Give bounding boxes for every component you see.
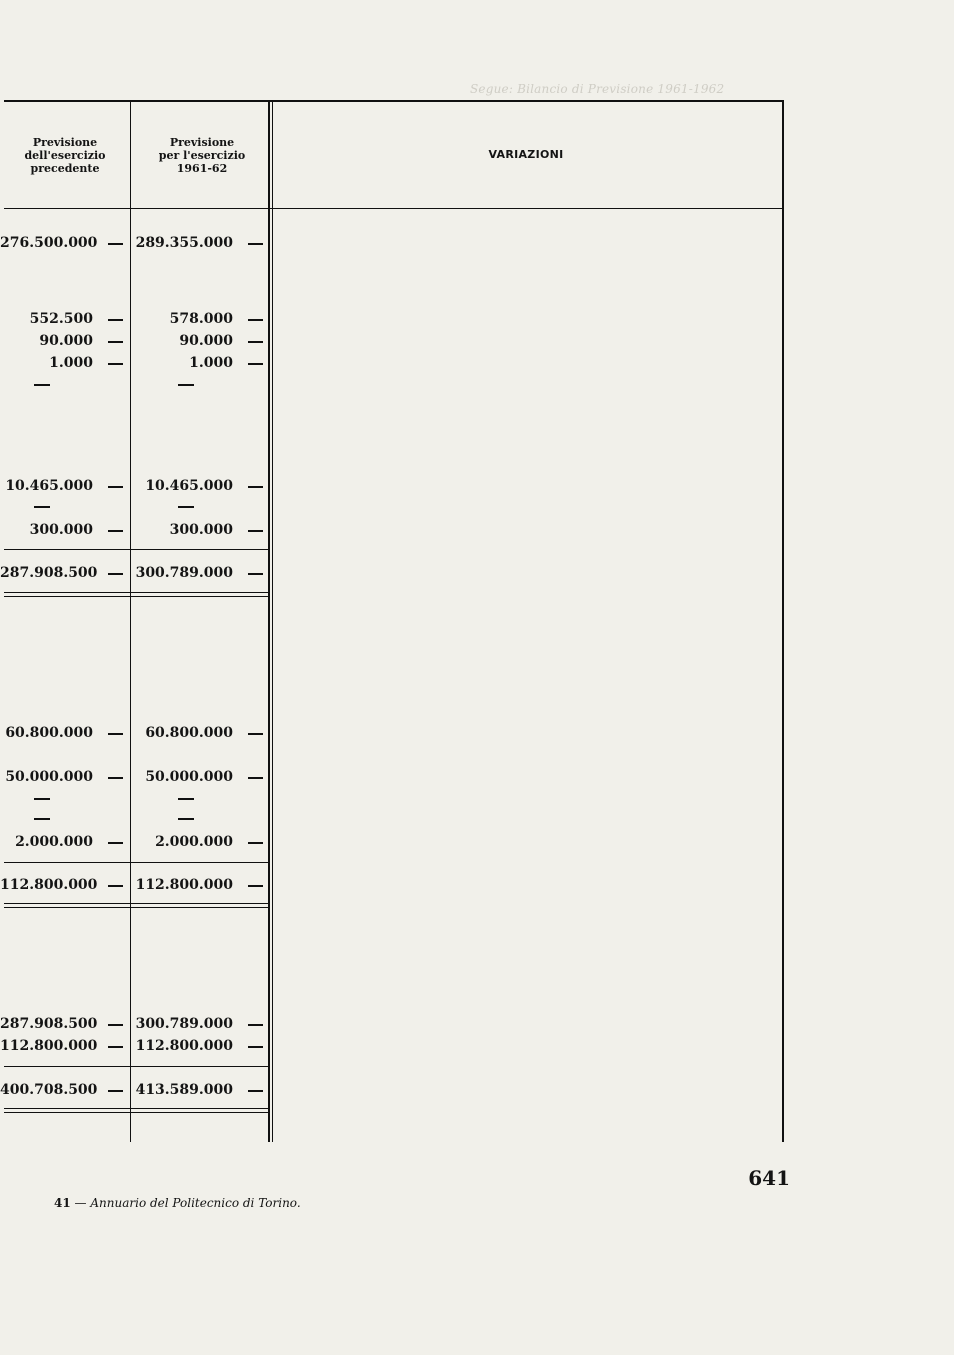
previous-value: 287.908.500	[0, 565, 98, 581]
footer-number: 41	[54, 1196, 71, 1210]
previous-value: 276.500.000	[0, 235, 98, 251]
previous-value: 300.000	[29, 522, 93, 538]
dash-mark	[108, 733, 123, 735]
current-value: 289.355.000	[135, 235, 233, 251]
dash-mark	[248, 486, 263, 488]
previous-value: 552.500	[29, 311, 93, 327]
table-row	[0, 232, 280, 254]
table-right-edge	[782, 100, 784, 1142]
table-row	[0, 308, 280, 330]
current-value: 112.800.000	[135, 877, 233, 893]
previous-value: 10.465.000	[5, 478, 93, 494]
previous-value: 2.000.000	[15, 834, 93, 850]
current-value: 300.789.000	[135, 1016, 233, 1032]
subtotal-rule	[4, 862, 268, 863]
dash-mark	[248, 1024, 263, 1026]
table-row	[0, 831, 280, 853]
current-value: 50.000.000	[145, 769, 233, 785]
header-previous-line-2: dell'esercizio	[24, 149, 106, 162]
empty-dash-mark	[34, 506, 50, 508]
grand-total-rule	[4, 1066, 268, 1067]
dash-mark	[248, 733, 263, 735]
grand-total-previous: 400.708.500	[0, 1082, 98, 1098]
previous-value: 112.800.000	[0, 877, 98, 893]
table-row	[0, 1013, 280, 1035]
empty-dash-mark	[34, 818, 50, 820]
bleed-through-heading: Segue: Bilancio di Previsione 1961-1962	[470, 82, 725, 96]
footer-note	[54, 1196, 301, 1210]
header-previous-line-1: Previsione	[32, 136, 98, 149]
current-value: 300.000	[169, 522, 233, 538]
current-value: 578.000	[169, 311, 233, 327]
table-row	[0, 330, 280, 352]
subtotal-rule	[4, 549, 268, 550]
dash-mark	[108, 1046, 123, 1048]
current-value: 112.800.000	[135, 1038, 233, 1054]
table-row	[0, 352, 280, 374]
header-current-line-3: 1961-62	[176, 162, 228, 175]
column-divider-2	[268, 102, 270, 1142]
table-row	[0, 562, 280, 584]
current-value: 2.000.000	[155, 834, 233, 850]
page-number: 641	[748, 1166, 790, 1190]
table-row	[0, 519, 280, 541]
dash-mark	[108, 1090, 123, 1092]
header-previous-line-3: precedente	[30, 162, 100, 175]
empty-dash-mark	[178, 384, 194, 386]
dash-mark	[248, 885, 263, 887]
current-value: 60.800.000	[145, 725, 233, 741]
table-row	[0, 1035, 280, 1057]
current-value: 10.465.000	[145, 478, 233, 494]
dash-mark	[108, 530, 123, 532]
total-double-rule-top	[4, 592, 268, 593]
empty-dash-mark	[34, 384, 50, 386]
dash-mark	[248, 1090, 263, 1092]
dash-mark	[108, 486, 123, 488]
dash-mark	[108, 243, 123, 245]
table-row	[0, 722, 280, 744]
dash-mark	[108, 363, 123, 365]
dash-mark	[108, 319, 123, 321]
grand-total-double-rule-top	[4, 1108, 268, 1109]
dash-mark	[248, 341, 263, 343]
grand-total-current: 413.589.000	[135, 1082, 233, 1098]
table-top-rule	[4, 100, 784, 102]
header-variazioni: VARIAZIONI	[488, 148, 564, 161]
previous-value: 60.800.000	[5, 725, 93, 741]
footer-separator: —	[74, 1196, 87, 1210]
header-current-line-2: per l'esercizio	[158, 149, 246, 162]
total-double-rule-top	[4, 903, 268, 904]
current-value: 90.000	[179, 333, 233, 349]
dash-mark	[248, 842, 263, 844]
empty-dash-mark	[178, 506, 194, 508]
table-row	[0, 1079, 280, 1101]
table-row	[0, 475, 280, 497]
table-row	[0, 874, 280, 896]
dash-mark	[248, 1046, 263, 1048]
previous-value: 90.000	[39, 333, 93, 349]
empty-dash-mark	[34, 798, 50, 800]
dash-mark	[248, 573, 263, 575]
table-row	[0, 766, 280, 788]
table-header-rule	[4, 208, 784, 209]
dash-mark	[248, 243, 263, 245]
dash-mark	[248, 777, 263, 779]
previous-value: 112.800.000	[0, 1038, 98, 1054]
column-divider-2b	[272, 102, 273, 1142]
previous-value: 50.000.000	[5, 769, 93, 785]
dash-mark	[248, 530, 263, 532]
header-current-line-1: Previsione	[169, 136, 235, 149]
dash-mark	[108, 573, 123, 575]
previous-value: 287.908.500	[0, 1016, 98, 1032]
current-value: 1.000	[189, 355, 233, 371]
column-divider-1	[130, 102, 131, 1142]
total-double-rule-bottom	[4, 596, 268, 597]
previous-value: 1.000	[49, 355, 93, 371]
total-double-rule-bottom	[4, 907, 268, 908]
header-current-estimate	[140, 136, 264, 175]
footer-publication: Annuario del Politecnico di Torino.	[90, 1196, 301, 1210]
dash-mark	[108, 885, 123, 887]
header-previous-estimate	[6, 136, 124, 175]
dash-mark	[108, 1024, 123, 1026]
current-value: 300.789.000	[135, 565, 233, 581]
dash-mark	[248, 363, 263, 365]
dash-mark	[108, 777, 123, 779]
empty-dash-mark	[178, 798, 194, 800]
empty-dash-mark	[178, 818, 194, 820]
grand-total-double-rule-bottom	[4, 1112, 268, 1113]
dash-mark	[248, 319, 263, 321]
dash-mark	[108, 341, 123, 343]
dash-mark	[108, 842, 123, 844]
